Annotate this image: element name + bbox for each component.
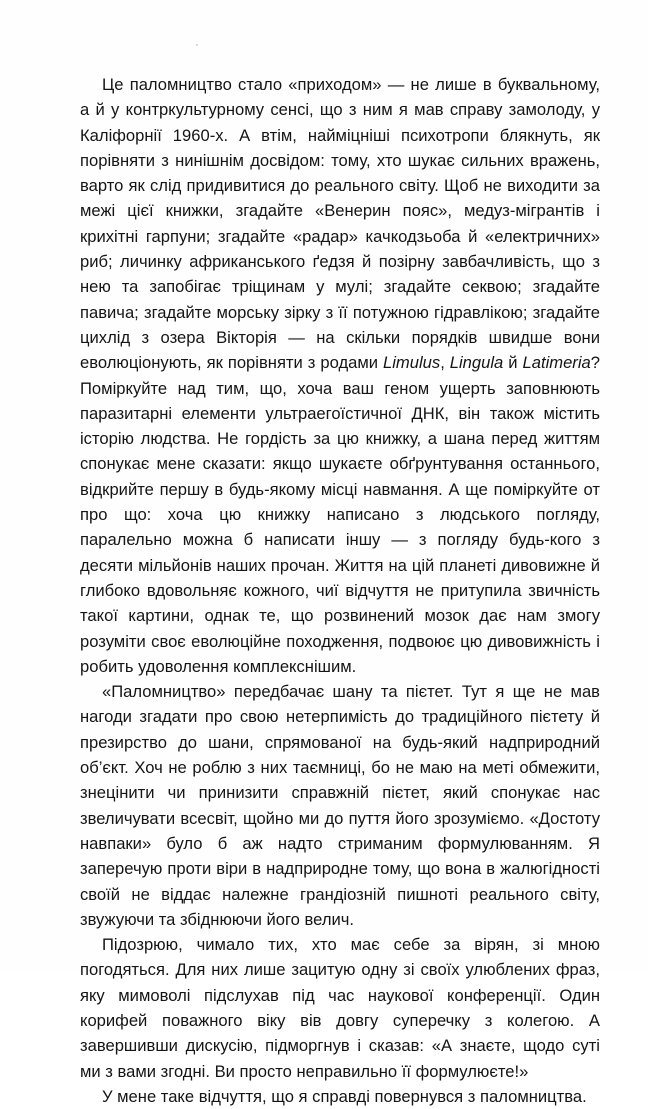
- genus-name-latimeria: Latimeria: [522, 353, 591, 373]
- paragraph-text: У мене таке відчуття, що я справді повернувся з паломництва.: [102, 1086, 587, 1106]
- page-speck: [196, 44, 198, 46]
- paragraph-text: «Паломництво» передбачає шану та пієтет. Тут я ще не мав нагоди згадати про свою нетерпимість до традиційного пієтету й презирство до шани, спрямованої на будь-який надприродний об’єкт. Хоч не роблю з них таємниці, бо не маю на меті обмежити, знецінити чи принизити справжній пієтет, який спонукає нас звеличувати всесвіт, щойно ми до пуття його зрозуміємо. «Достоту навпаки» було б аж надто стриманим формулюванням. Я заперечую проти віри в надприродне тому, що вона в жалюгідності своїй не віддає належне грандіозній пишноті реального світу, звужуючи та збіднюючи його велич.: [80, 682, 600, 929]
- genus-name-limulus: Limulus: [383, 353, 441, 373]
- paragraph-1: [80, 72, 600, 679]
- paragraph-2: [80, 679, 600, 932]
- paragraph-text: ? Поміркуйте над тим, що, хоча ваш геном ущерть заповнюють паразитарні елементи ультраегоїстичної ДНК, він також містить історію людства. Не гордість за цю книжку, а шана перед життям спонукає мене сказати: якщо шукаєте обґрунтування останнього, відкрийте першу в будь-якому місці навмання. А ще поміркуйте от про що: хоча цю книжку написано з людського погляду, паралельно можна б написати іншу — з погляду будь-кого з десяти мільйонів наших прочан. Життя на цій планеті дивовижне й глибоко вдовольняє кожного, чиї відчуття не притупила звичність такої картини, однак те, що розвинений мозок дає нам змогу розуміти своє еволюційне походження, подвоює цю дивовижність і робить удоволення комплекснішим.: [80, 353, 600, 676]
- paragraph-text: Це паломництво стало «приходом» — не лише в буквальному, а й у контркультурному сенсі, що з ним я мав справу замолоду, у Каліфорнії 1960-х. А втім, найміцніші психотропи блякнуть, як порівняти з нинішнім досвідом: тому, хто шукає сильних вражень, варто як слід придивитися до реального світу. Щоб не виходити за межі цієї книжки, згадайте «Венерин пояс», медуз-мігрантів і крихітні гарпуни; згадайте «радар» качкодзьоба й «електричних» риб; личинку африканського ґедзя й позірну завбачливість, що з нею та запобігає тріщинам у мулі; згадайте секвою; згадайте павича; згадайте морську зірку з її потужною гідравлікою; згадайте цихлід з озера Вікторія — на скільки порядків швидше вони еволюціонують, як порівняти з родами: [80, 75, 600, 373]
- paragraph-3: [80, 932, 600, 1084]
- paragraph-text: й: [503, 353, 523, 373]
- paragraph-text: Підозрюю, чимало тих, хто має себе за вірян, зі мною погодяться. Для них лише зацитую одну зі своїх улюблених фраз, яку мимоволі підслухав під час наукової конференції. Один корифей поважного віку вів довгу суперечку з колегою. А завершивши дискусію, підморгнув і сказав: «А знаєте, щодо суті ми з вами згодні. Ви просто неправильно її формулюєте!»: [80, 935, 600, 1081]
- body-text: [80, 72, 600, 1109]
- paragraph-4: [80, 1084, 600, 1109]
- paragraph-text: ,: [440, 353, 450, 373]
- genus-name-lingula: Lingula: [449, 353, 504, 373]
